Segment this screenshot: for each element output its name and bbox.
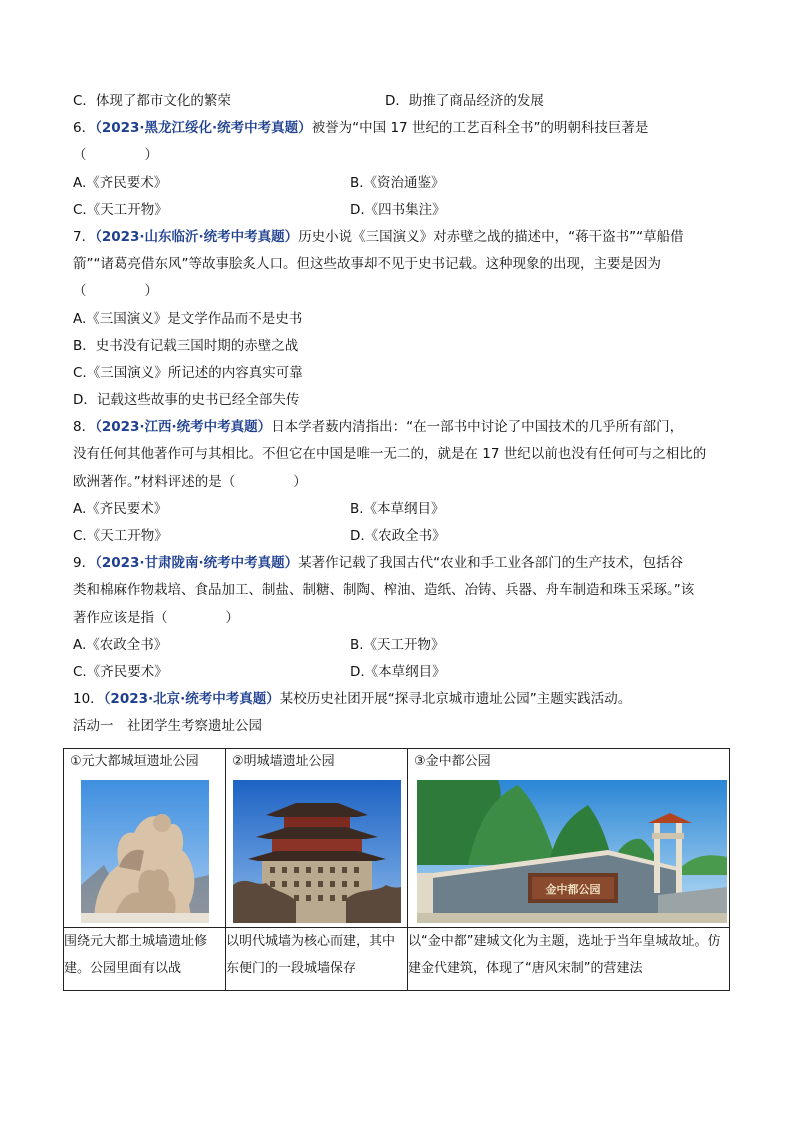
question-page	[73, 88, 733, 741]
q7-option-b[interactable]: B．史书没有记载三国时期的赤壁之战	[73, 337, 299, 354]
park-cell-1	[64, 749, 226, 928]
q8-option-d[interactable]: D.《农政全书》	[350, 528, 446, 544]
q6-number: 6．	[73, 120, 96, 137]
q8-option-a[interactable]: A.《齐民要术》	[73, 500, 168, 517]
park-photo-1-statue	[64, 775, 225, 927]
q7-stem-text1: 历史小说《三国演义》对赤壁之战的描述中，“蒋干盗书”“草船借	[298, 228, 684, 245]
q9-stem-text3: 著作应该是指（	[73, 609, 168, 626]
jinzhongdu-photo-image	[408, 775, 729, 927]
q7-stem-line2: 箭”“诸葛亮借东风”等故事脍炙人口。但这些故事却不见于史书记载。这种现象的出现，主要是因为	[73, 256, 661, 273]
q10-stem	[73, 686, 733, 713]
park-caption-1: ①元大都城垣遗址公园	[70, 754, 199, 769]
q8-stem-text1: 日本学者薮内清指出：“在一部书中讨论了中国技术的几乎所有部门，	[271, 419, 684, 436]
q9-number: 9．	[73, 555, 96, 572]
q9-stem-line1	[73, 550, 733, 577]
q7-number: 7．	[73, 228, 96, 245]
park-desc-2: 以明代城墙为核心而建，其中东便门的一段城墙保存	[226, 928, 408, 991]
park-cell-3	[408, 749, 730, 928]
q5-option-d[interactable]: D．助推了商品经济的发展	[385, 93, 544, 109]
q7-option-d[interactable]: D．记载这些故事的史书已经全部失传	[73, 392, 300, 409]
q9-options-ab	[73, 632, 733, 659]
q8-number: 8．	[73, 419, 96, 436]
q8-options-ab	[73, 496, 733, 523]
q7-answer-paren	[73, 278, 733, 305]
q7-stem-line1	[73, 224, 733, 251]
parks-table-row-desc	[64, 928, 730, 991]
q10-number: 10．	[73, 691, 104, 708]
q9-option-c[interactable]: C.《齐民要术》	[73, 663, 168, 680]
q7-option-a[interactable]: A.《三国演义》是文学作品而不是史书	[73, 310, 303, 327]
paren-open: （	[73, 147, 87, 164]
q6-options-cd	[73, 197, 733, 224]
paren-close: ）	[144, 283, 158, 300]
q9-options-cd	[73, 659, 733, 686]
q6-stem-text: 被誉为“中国 17 世纪的工艺百科全书”的明朝科技巨著是	[311, 120, 649, 137]
q10-source: （2023·北京·统考中考真题）	[103, 691, 280, 708]
q7-option-c[interactable]: C.《三国演义》所记述的内容真实可靠	[73, 364, 303, 381]
q6-options-ab	[73, 170, 733, 197]
park-desc-1: 围绕元大都土城墙遗址修建。公园里面有以战	[64, 928, 226, 991]
q9-stem-line3	[73, 605, 733, 632]
q9-option-b[interactable]: B.《天工开物》	[350, 636, 445, 653]
q9-option-d[interactable]: D.《本草纲目》	[350, 663, 446, 680]
q6-stem	[73, 115, 733, 142]
park-caption-3: ③金中都公园	[414, 754, 491, 769]
paren-close: ）	[225, 609, 239, 626]
park-photo-3-jinzhongdu	[408, 775, 729, 927]
q6-option-c[interactable]: C.《天工开物》	[73, 201, 168, 218]
q8-source: （2023·江西·统考中考真题）	[95, 419, 272, 436]
q9-option-a[interactable]: A.《农政全书》	[73, 636, 168, 653]
q10-stem-text: 某校历史社团开展“探寻北京城市遗址公园”主题实践活动。	[279, 691, 632, 708]
park-cell-2	[226, 749, 408, 928]
park-desc-3: 以“金中都”建城文化为主题，选址于当年皇城故址。仿建金代建筑，体现了“唐风宋制”的营建法	[408, 928, 730, 991]
q5-options-cd	[73, 88, 733, 115]
statue-photo-image	[64, 775, 225, 927]
q6-answer-paren	[73, 142, 733, 169]
q8-stem-line1	[73, 414, 733, 441]
parks-table	[63, 748, 730, 991]
q10-activity-title: 活动一 社团学生考察遗址公园	[73, 718, 262, 735]
q8-option-c[interactable]: C.《天工开物》	[73, 528, 168, 544]
parks-table-row-images	[64, 749, 730, 928]
q8-stem-text3: 欧洲著作。”材料评述的是（	[73, 473, 236, 490]
q7-source: （2023·山东临沂·统考中考真题）	[95, 228, 299, 245]
q8-option-b[interactable]: B.《本草纲目》	[350, 500, 445, 517]
q6-option-b[interactable]: B.《资治通鉴》	[350, 174, 445, 191]
q9-source: （2023·甘肃陇南·统考中考真题）	[95, 555, 299, 572]
gate-tower-photo-image	[226, 775, 407, 927]
q6-option-d[interactable]: D.《四书集注》	[350, 201, 446, 218]
q9-stem-line2: 类和棉麻作物栽培、食品加工、制盐、制糖、制陶、榨油、造纸、冶铸、兵器、舟车制造和珠玉采琢。”该	[73, 582, 695, 599]
q6-source: （2023·黑龙江绥化·统考中考真题）	[95, 120, 312, 137]
q8-stem-line3	[73, 469, 733, 496]
q6-option-a[interactable]: A.《齐民要术》	[73, 174, 168, 191]
q8-options-cd	[73, 523, 733, 550]
paren-open: （	[73, 283, 87, 300]
q5-option-c[interactable]: C．体现了都市文化的繁荣	[73, 93, 231, 109]
paren-close: ）	[144, 147, 158, 164]
paren-close: ）	[293, 473, 307, 490]
park-photo-2-gate-tower	[226, 775, 407, 927]
park-sign-text: 金中都公园	[545, 883, 601, 896]
q9-stem-text1: 某著作记载了我国古代“农业和手工业各部门的生产技术，包括谷	[298, 555, 684, 572]
park-caption-2: ②明城墙遗址公园	[232, 754, 335, 769]
q8-stem-line2: 没有任何其他著作可与其相比。不但它在中国是唯一无二的，就是在 17 世纪以前也没有任何可与之相比的	[73, 446, 707, 463]
